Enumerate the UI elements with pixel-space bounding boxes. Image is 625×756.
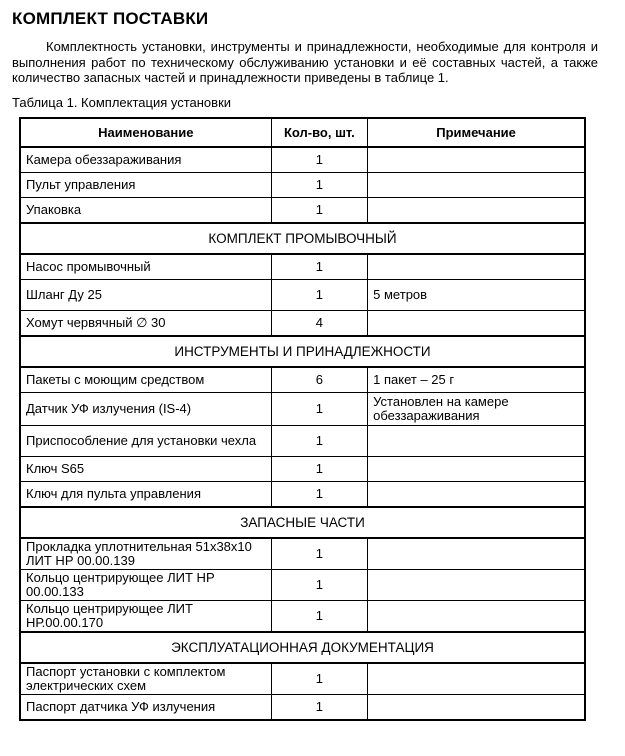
- table-row: [20, 198, 585, 224]
- table-row: [20, 393, 585, 426]
- section-header-row: [20, 336, 585, 367]
- item-note: [368, 457, 585, 482]
- item-note: [368, 147, 585, 173]
- item-name: Шланг Ду 25: [20, 280, 271, 311]
- section-title: ЭКСПЛУАТАЦИОННАЯ ДОКУМЕНТАЦИЯ: [20, 632, 585, 663]
- section-header-row: [20, 223, 585, 254]
- item-qty: 1: [271, 147, 368, 173]
- header-note: Примечание: [368, 118, 585, 147]
- item-note: [368, 426, 585, 457]
- item-qty: 1: [271, 280, 368, 311]
- item-qty: 4: [271, 311, 368, 337]
- item-qty: 1: [271, 695, 368, 721]
- page-heading: КОМПЛЕКТ ПОСТАВКИ: [12, 9, 209, 28]
- item-qty: 1: [271, 538, 368, 570]
- item-name: Кольцо центрирующее ЛИТ НР 00.00.133: [20, 570, 271, 601]
- table-row: [20, 457, 585, 482]
- item-note: [368, 482, 585, 508]
- item-qty: 6: [271, 367, 368, 393]
- table-row: [20, 280, 585, 311]
- item-name: Паспорт установки с комплектом электрических схем: [20, 663, 271, 695]
- header-qty: Кол-во, шт.: [271, 118, 368, 147]
- delivery-set-table: [19, 117, 586, 721]
- table-row: [20, 254, 585, 280]
- item-qty: 1: [271, 663, 368, 695]
- item-qty: 1: [271, 601, 368, 633]
- item-note: [368, 538, 585, 570]
- item-name: Пакеты с моющим средством: [20, 367, 271, 393]
- item-note: [368, 198, 585, 224]
- item-qty: 1: [271, 426, 368, 457]
- item-qty: 1: [271, 457, 368, 482]
- item-note: 5 метров: [368, 280, 585, 311]
- item-name: Насос промывочный: [20, 254, 271, 280]
- table-caption: Таблица 1. Комплектация установки: [12, 95, 232, 110]
- item-note: [368, 663, 585, 695]
- item-note: [368, 254, 585, 280]
- item-name: Ключ для пульта управления: [20, 482, 271, 508]
- intro-paragraph: Комплектность установки, инструменты и принадлежности, необходимые для контроля и выполнения работ по техническому обслуживанию установки и её составных частей, а также количество запасных частей и принадлежности приведены в таблице 1.: [12, 39, 598, 85]
- section-title: ЗАПАСНЫЕ ЧАСТИ: [20, 507, 585, 538]
- item-qty: 1: [271, 173, 368, 198]
- table-row: [20, 482, 585, 508]
- item-name: Упаковка: [20, 198, 271, 224]
- item-qty: 1: [271, 198, 368, 224]
- table-row: [20, 367, 585, 393]
- item-note: [368, 601, 585, 633]
- table-row: [20, 147, 585, 173]
- section-header-row: [20, 507, 585, 538]
- item-note: Установлен на камере обеззараживания: [368, 393, 585, 426]
- table-row: [20, 663, 585, 695]
- item-note: [368, 311, 585, 337]
- item-qty: 1: [271, 393, 368, 426]
- table-row: [20, 601, 585, 633]
- item-note: 1 пакет – 25 г: [368, 367, 585, 393]
- section-title: ИНСТРУМЕНТЫ И ПРИНАДЛЕЖНОСТИ: [20, 336, 585, 367]
- item-name: Приспособление для установки чехла: [20, 426, 271, 457]
- item-qty: 1: [271, 254, 368, 280]
- item-name: Пульт управления: [20, 173, 271, 198]
- item-name: Кольцо центрирующее ЛИТ НР.00.00.170: [20, 601, 271, 633]
- table-row: [20, 173, 585, 198]
- item-note: [368, 173, 585, 198]
- table-row: [20, 426, 585, 457]
- item-qty: 1: [271, 482, 368, 508]
- table-row: [20, 695, 585, 721]
- header-name: Наименование: [20, 118, 271, 147]
- item-name: Прокладка уплотнительная 51х38х10 ЛИТ НР 00.00.139: [20, 538, 271, 570]
- item-name: Камера обеззараживания: [20, 147, 271, 173]
- item-qty: 1: [271, 570, 368, 601]
- table-row: [20, 311, 585, 337]
- item-name: Паспорт датчика УФ излучения: [20, 695, 271, 721]
- item-name: Хомут червячный ∅ 30: [20, 311, 271, 337]
- item-name: Ключ S65: [20, 457, 271, 482]
- section-header-row: [20, 632, 585, 663]
- item-note: [368, 695, 585, 721]
- table-row: [20, 538, 585, 570]
- table-header-row: [20, 118, 585, 147]
- table-row: [20, 570, 585, 601]
- item-name: Датчик УФ излучения (IS-4): [20, 393, 271, 426]
- item-note: [368, 570, 585, 601]
- section-title: КОМПЛЕКТ ПРОМЫВОЧНЫЙ: [20, 223, 585, 254]
